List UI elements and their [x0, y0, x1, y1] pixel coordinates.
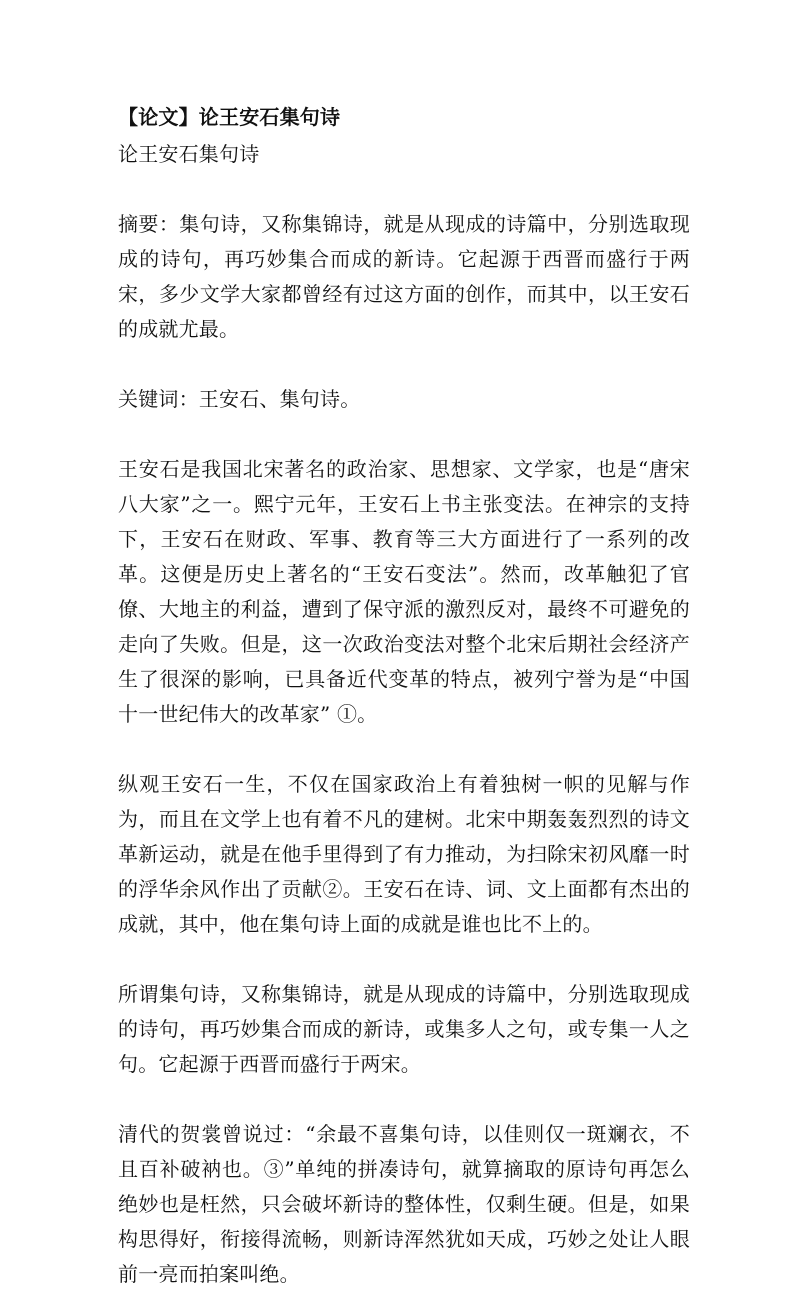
- body-paragraph: 王安石是我国北宋著名的政治家、思想家、文学家，也是“唐宋八大家”之一。熙宁元年，王安石上书主张变法。在神宗的支持下，王安石在财政、军事、教育等三大方面进行了一系列的改革。这便是历史上著名的“王安石变法”。然而，改革触犯了官僚、大地主的利益，遭到了保守派的激烈反对，最终不可避免的走向了失败。但是，这一次政治变法对整个北宋后期社会经济产生了很深的影响，已具备近代变革的特点，被列宁誉为是“中国十一世纪伟大的改革家” ①。: [118, 457, 690, 726]
- body-paragraph: 纵观王安石一生，不仅在国家政治上有着独树一帜的见解与作为，而且在文学上也有着不凡的建树。北宋中期轰轰烈烈的诗文革新运动，就是在他手里得到了有力推动，为扫除宋初风靡一时的浮华余风作出了贡献②。王安石在诗、词、文上面都有杰出的成就，其中，他在集句诗上面的成就是谁也比不上的。: [118, 772, 690, 936]
- body-paragraph: 清代的贺裳曾说过：“余最不喜集句诗，以佳则仅一斑斓衣，不且百补破衲也。③”单纯的拼凑诗句，就算摘取的原诗句再怎么绝妙也是枉然，只会破坏新诗的整体性，仅剩生硬。但是，如果构思得好，衔接得流畅，则新诗浑然犹如天成，巧妙之处让人眼前一亮而拍案叫绝。: [118, 1122, 690, 1286]
- document-title: 【论文】论王安石集句诗: [118, 105, 341, 129]
- abstract-paragraph: 摘要：集句诗，又称集锦诗，就是从现成的诗篇中，分别选取现成的诗句，再巧妙集合而成的新诗。它起源于西晋而盛行于两宋，多少文学大家都曾经有过这方面的创作，而其中，以王安石的成就尤最。: [118, 212, 690, 341]
- body-paragraph: 所谓集句诗，又称集锦诗，就是从现成的诗篇中，分别选取现成的诗句，再巧妙集合而成的新诗，或集多人之句，或专集一人之句。它起源于西晋而盛行于两宋。: [118, 982, 690, 1076]
- document-body: [118, 100, 690, 1292]
- keywords-line: 关键词：王安石、集句诗。: [118, 387, 361, 411]
- document-subtitle: 论王安石集句诗: [118, 142, 260, 166]
